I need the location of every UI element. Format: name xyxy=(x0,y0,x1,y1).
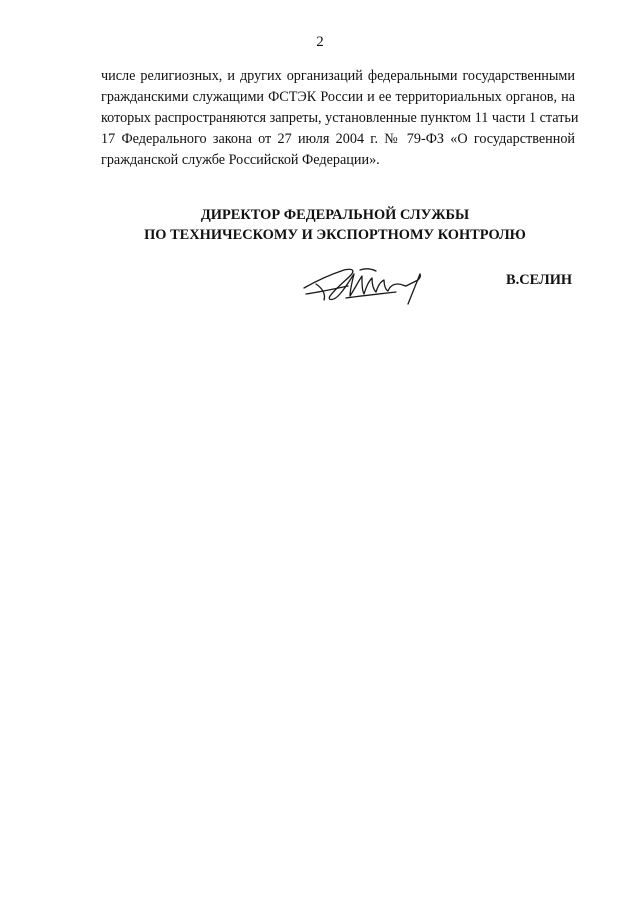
page-number: 2 xyxy=(316,34,324,50)
body-line: гражданскими служащими ФСТЭК России и ее территориальных органов, на xyxy=(101,89,575,105)
signatory-title-line: ПО ТЕХНИЧЕСКОМУ И ЭКСПОРТНОМУ КОНТРОЛЮ xyxy=(144,227,526,243)
signatory-title-line: ДИРЕКТОР ФЕДЕРАЛЬНОЙ СЛУЖБЫ xyxy=(200,207,470,223)
body-paragraph xyxy=(101,66,579,171)
signer-name: В.СЕЛИН xyxy=(506,272,573,288)
body-line: гражданской службе Российской Федерации». xyxy=(101,152,380,168)
handwritten-signature-icon xyxy=(300,258,428,308)
signatory-title xyxy=(0,205,640,245)
body-line: 17 Федерального закона от 27 июля 2004 г. № 79-ФЗ «О государственной xyxy=(101,131,575,147)
body-line: числе религиозных, и других организаций федеральными государственными xyxy=(101,68,575,84)
body-line: которых распространяются запреты, установленные пунктом 11 части 1 статьи xyxy=(101,110,579,126)
